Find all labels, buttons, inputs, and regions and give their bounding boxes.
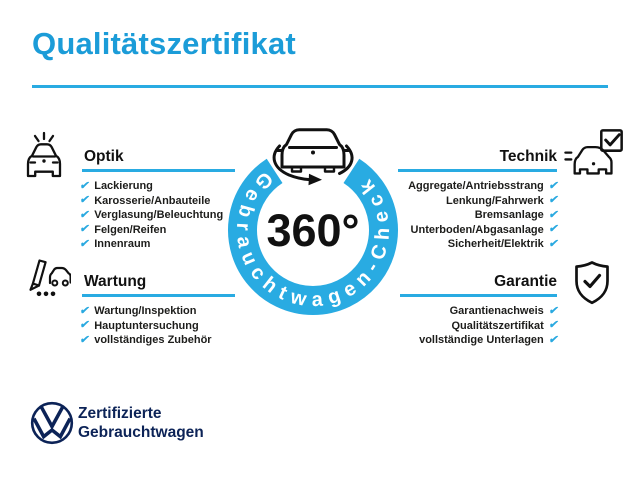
garantie-checklist (419, 304, 558, 348)
check-icon: ✔ (547, 237, 560, 250)
check-item (80, 304, 212, 319)
check-icon: ✔ (78, 304, 91, 317)
item-label: Lackierung (94, 180, 153, 193)
section-rule-technik (398, 169, 557, 172)
section-title-wartung: Wartung (84, 273, 147, 290)
check-item (419, 319, 558, 334)
ring-label: Gebrauchtwagen-Check (231, 167, 395, 312)
check-icon: ✔ (547, 319, 560, 332)
check-icon: ✔ (78, 333, 91, 346)
check-icon: ✔ (78, 179, 91, 192)
item-label: vollständiges Zubehör (94, 334, 212, 347)
check-icon: ✔ (547, 304, 560, 317)
check-item (80, 194, 223, 209)
vw-logo (30, 401, 74, 445)
check-icon: ✔ (78, 194, 91, 207)
brand-claim-line2: Gebrauchtwagen (78, 423, 204, 441)
section-title-technik: Technik (499, 148, 557, 165)
car-front-rays-icon (24, 129, 64, 179)
check-item (80, 179, 223, 194)
item-label: Lenkung/Fahrwerk (445, 194, 544, 207)
brand-claim (78, 405, 204, 442)
check-item (80, 333, 212, 348)
car-side-checkbox-icon (564, 128, 626, 185)
item-label: Felgen/Reifen (94, 223, 167, 236)
degrees-label: 360° (266, 205, 360, 256)
check-icon: ✔ (547, 194, 560, 207)
check-item (80, 208, 223, 223)
brand-claim-line1: Zertifizierte (78, 405, 162, 422)
check-icon: ✔ (547, 179, 560, 192)
check-icon: ✔ (547, 333, 560, 346)
360-badge (213, 100, 413, 335)
check-icon: ✔ (78, 223, 91, 236)
title-divider (32, 85, 608, 88)
pencil-car-dots-icon (27, 256, 71, 298)
wartung-checklist (80, 304, 212, 348)
check-item (408, 237, 558, 252)
section-title-optik: Optik (84, 148, 124, 165)
item-label: Qualitätszertifikat (451, 319, 544, 332)
shield-check-icon (572, 259, 612, 307)
optik-checklist (80, 179, 223, 252)
check-item (408, 208, 558, 223)
technik-checklist (408, 179, 558, 252)
check-item (80, 319, 212, 334)
section-title-garantie: Garantie (494, 273, 557, 290)
item-label: Sicherheit/Elektrik (447, 238, 544, 251)
check-icon: ✔ (78, 319, 91, 332)
check-item (419, 304, 558, 319)
check-icon: ✔ (78, 237, 91, 250)
car-rotation-icon (274, 130, 352, 185)
item-label: Verglasung/Beleuchtung (94, 209, 224, 222)
item-label: Karosserie/Anbauteile (94, 194, 211, 207)
item-label: Innenraum (94, 238, 151, 251)
item-label: Bremsanlage (474, 209, 544, 222)
section-rule-garantie (400, 294, 557, 297)
page-title: Qualitätszertifikat (32, 26, 296, 61)
check-item (80, 223, 223, 238)
item-label: Unterboden/Abgasanlage (410, 223, 544, 236)
check-item (408, 223, 558, 238)
item-label: Aggregate/Antriebsstrang (408, 180, 544, 193)
item-label: vollständige Unterlagen (419, 334, 544, 347)
item-label: Hauptuntersuchung (94, 319, 199, 332)
check-icon: ✔ (547, 208, 560, 221)
check-item (419, 333, 558, 348)
check-item (80, 237, 223, 252)
item-label: Wartung/Inspektion (94, 305, 197, 318)
check-icon: ✔ (78, 208, 91, 221)
check-icon: ✔ (547, 223, 560, 236)
check-item (408, 194, 558, 209)
check-item (408, 179, 558, 194)
item-label: Garantienachweis (449, 305, 544, 318)
